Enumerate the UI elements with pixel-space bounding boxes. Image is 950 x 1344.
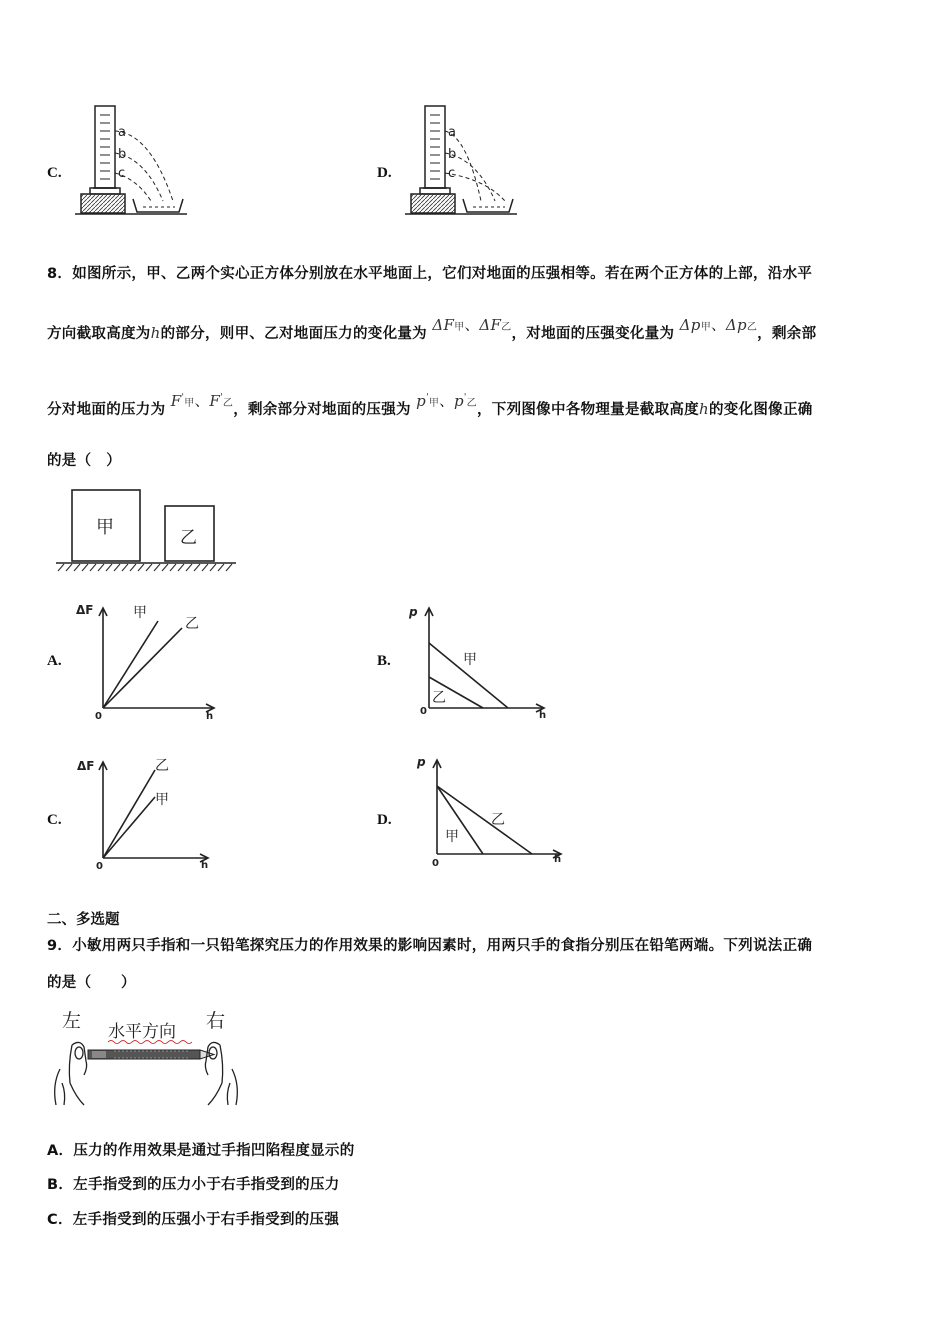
q8-line3: 分对地面的压力为 F'甲、F'乙，剩余部分对地面的压强为 p'甲、p'乙，下列图像中各物理量是截取高度h的变化图像正确 (47, 392, 813, 418)
tube-label-a: a (448, 125, 456, 140)
svg-text:ΔF: ΔF (76, 603, 94, 617)
q8-option-b-graph (405, 598, 550, 720)
svg-text:甲: 甲 (133, 605, 147, 621)
q8-option-d-label[interactable]: D. (377, 812, 392, 828)
pencil (88, 1050, 214, 1059)
tube-label-c: c (448, 166, 456, 181)
q9-pencil-figure (48, 1005, 243, 1113)
svg-text:0: 0 (95, 711, 102, 720)
graph-c-line-jia (103, 797, 155, 858)
q9-line2: 的是（ ） (47, 975, 136, 991)
tube-label-b: b (448, 147, 457, 162)
q8-option-c-label[interactable]: C. (47, 812, 62, 828)
q7-option-d-label[interactable]: D. (377, 165, 392, 181)
svg-text:h: h (539, 710, 547, 720)
cube-yi-label: 乙 (180, 528, 197, 548)
q8-option-d-graph (405, 752, 565, 874)
svg-text:乙: 乙 (155, 758, 169, 774)
q8-option-a-graph (75, 598, 220, 720)
tube-label-b: b (118, 147, 127, 162)
graph-c-line-yi (103, 770, 155, 858)
svg-text:0: 0 (432, 858, 439, 869)
graph-d-line-jia (437, 786, 483, 854)
fig-right-label: 右 (206, 1010, 226, 1032)
graph-a-line-jia (103, 621, 158, 708)
left-hand (55, 1042, 87, 1105)
svg-text:p: p (409, 605, 418, 619)
svg-text:h: h (554, 854, 562, 865)
svg-text:h: h (206, 711, 214, 720)
svg-text:乙: 乙 (185, 616, 199, 632)
graph-a-line-yi (103, 628, 182, 708)
right-hand (205, 1042, 237, 1105)
fig-left-label: 左 (62, 1010, 82, 1032)
tube-label-a: a (118, 125, 126, 140)
svg-text:乙: 乙 (432, 690, 446, 706)
q9-option-c[interactable]: C．左手指受到的压强小于右手指受到的压强 (47, 1212, 340, 1228)
tube-label-c: c (118, 166, 126, 181)
svg-text:甲: 甲 (463, 652, 477, 668)
q8-line2: 方向截取高度为h的部分，则甲、乙对地面压力的变化量为 ΔF甲、ΔF乙，对地面的压强变化量为 Δp甲、Δp乙，剩余部 (47, 316, 817, 342)
svg-text:ΔF: ΔF (77, 759, 95, 773)
svg-text:0: 0 (96, 861, 103, 872)
svg-text:p: p (417, 755, 426, 769)
q8-option-b-label[interactable]: B. (377, 653, 391, 669)
svg-text:乙: 乙 (491, 812, 505, 828)
svg-text:甲: 甲 (445, 829, 459, 845)
svg-text:0: 0 (420, 706, 427, 717)
q9-option-a[interactable]: A．压力的作用效果是通过手指凹陷程度显示的 (47, 1143, 355, 1159)
q8-option-c-graph (75, 752, 220, 874)
section-title: 二、多选题 (47, 912, 120, 928)
q7-option-d-figure (405, 103, 520, 221)
q8-line4: 的是（ ） (47, 453, 121, 469)
q7-option-c-label[interactable]: C. (47, 165, 62, 181)
q8-line1: 8．如图所示，甲、乙两个实心正方体分别放在水平地面上，它们对地面的压强相等。若在两个正方体的上部，沿水平 (47, 266, 813, 282)
q9-option-b[interactable]: B．左手指受到的压力小于右手指受到的压力 (47, 1177, 340, 1193)
cube-jia-label: 甲 (96, 517, 114, 538)
svg-text:甲: 甲 (155, 792, 169, 808)
svg-text:h: h (201, 860, 209, 871)
q9-line1: 9．小敏用两只手指和一只铅笔探究压力的作用效果的影响因素时，用两只手的食指分别压在铅笔两端。下列说法正确 (47, 938, 813, 954)
q7-option-c-figure (75, 103, 190, 221)
q8-cubes-figure (54, 487, 239, 579)
fig-mid-label: 水平方向 (108, 1022, 176, 1042)
q8-option-a-label[interactable]: A. (47, 653, 62, 669)
